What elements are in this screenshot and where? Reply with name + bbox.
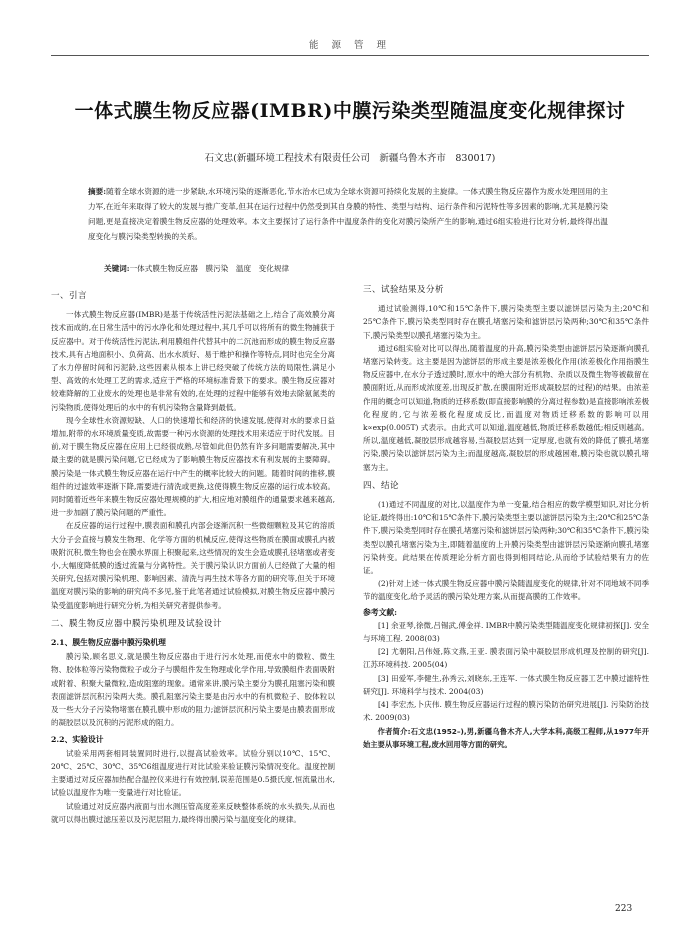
section-heading-mechanism: 二、膜生物反应器中膜污染机理及试验设计 xyxy=(51,618,223,629)
journal-section-header: 能 源 管 理 xyxy=(308,40,392,51)
abstract-text: 随着全球水资源的进一步紧缺,水环境污染的逐渐恶化,节水治水已成为全球水资源可持续化发展的主旋律。一体式膜生物反应器作为废水处理回用的主力军,在近年来取得了较大的发展与推广变革,但其在运行过程中仍然受到其自身膜的特性、类型与结构、运行条件和污泥特性等多因素的影响,尤其是膜污染问题,更是直接决定着膜生物反应器的处理效率。本文主要探讨了运行条件中温度条件的变化对膜污染所产生的影响,通过6组实验进行比对分析,最终得出温度变化与膜污染类型转换的关系。 xyxy=(88,187,608,241)
keywords xyxy=(104,262,604,276)
header-rule xyxy=(51,55,649,56)
keywords-text: 一体式膜生物反应器 膜污染 温度 变化规律 xyxy=(129,264,290,273)
abstract-label: 摘要: xyxy=(88,187,107,196)
subsection-heading-2-2: 2.2、实验设计 xyxy=(51,734,104,744)
references-heading: 参考文献: xyxy=(363,607,398,617)
section-heading-conclusion: 四、结论 xyxy=(363,480,400,491)
section-heading-results: 三、试验结果及分析 xyxy=(363,285,445,295)
author-bio: 作者简介:石文忠(1952–),男,新疆乌鲁木齐人,大学本科,高级工程师,从1977年开始主要从事环境工程,废水回用等方面的研究。 xyxy=(363,726,649,749)
conclusion-paragraph-2: (2)针对上述一体式膜生物反应器中膜污染随温度变化的规律,针对不同地域不同季节的温度变化,给予灵活的膜污染处理方案,从而提高膜的工作效率。 xyxy=(363,579,649,602)
abstract xyxy=(88,184,608,244)
page-number: 223 xyxy=(615,904,633,914)
mechanism-paragraph: 膜污染,顾名思义,就是膜生物反应器由于进行污水处理,而使水中的微粒、微生物、胶体粒等污染物微粒子或分子与膜组件发生物理或化学作用,导致膜组件表面吸附或附着、积聚大量微粒,造成阻塞的现象。通常来讲,膜污染主要分为膜孔阻塞污染和膜表面滤饼层沉积污染两大类。膜孔阻塞污染主要是由污水中的有机微粒子、胶体粒以及一些大分子污染物堵塞在膜孔膜中形成的阻力;滤饼层沉积污染主要是由膜表面形成的凝胶层以及沉积的污泥形成的阻力。 xyxy=(51,652,335,728)
intro-paragraph-2: 现今全球性水资源短缺、人口的快速增长和经济的快速发展,使得对水的要求日益增加,附带的水环境质量变质,故需要一种污水资源的处理技术用来适应于时代发展。目前,对于膜生物反应器在应用上已经很成熟,尽管如此但仍然有许多问题需要解决,其中最主要的就是膜污染问题,它已经成为了影响膜生物反应器技术有利发展的主要障碍。膜污染是一体式膜生物反应器在运行中产生的概率比较大的问题。随着时间的推移,膜组件的过滤效率逐渐下降,需要进行清洗或更换,这使得膜生物反应器的运行成本较高。同时随着近些年来膜生物反应器处理规模的扩大,相应地对膜组件的通量要求越来越高,进一步加剧了膜污染问题的严重性。 xyxy=(51,415,335,518)
reference-item: [4] 李宏杰,卜庆伟. 膜生物反应器运行过程的膜污染防治研究进展[J]. 污染防治技术. 2009(03) xyxy=(363,700,649,723)
intro-paragraph-3: 在反应器的运行过程中,膜表面和膜孔内部会逐渐沉积一些微细颗粒及其它的溶质大分子会直接与膜发生物理、化学等方面的机械反应,使得这些物质在膜面或膜孔内被吸附沉积,微生物也会在膜水界面上积聚起来,这些情况的发生会造成膜孔径堵塞或者变小,大幅度降低膜的透过流量与分离特性。关于膜污染认识方面前人已经做了大量的相关研究,包括对膜污染机理、影响因素、清洗与再生技术等各方面的研究等,但关于环境温度对膜污染的影响的研究尚不多见,鉴于此笔者通过试验模拟,对膜生物反应器中膜污染受温度影响进行研究分析,为相关研究者提供参考。 xyxy=(51,521,335,610)
results-paragraph-1: 通过试验测得,10℃和15℃条件下,膜污染类型主要以滤饼层污染为主;20℃和25℃条件下,膜污染类型同时存在膜孔堵塞污染和滤饼层污染两种;30℃和35℃条件下,膜污染类型以膜孔堵塞污染为主。 xyxy=(363,304,649,340)
keywords-label: 关键词: xyxy=(104,264,130,273)
intro-paragraph-1: 一体式膜生物反应器(IMBR)是基于传统活性污泥法基础之上,结合了高效膜分离技术而成的,在日常生活中的污水净化和处理过程中,其几乎可以将所有的微生物捕获于反应器中。对于传统活性污泥法,利用膜组件代替其中的二沉池而形成的膜生物反应器技术,具有占地面积小、负荷高、出水水质好、易于维护和操作等特点,同时也完全分离了水力停留时间和污泥龄,这些因素从根本上讲已经突破了传统方法的局限性,满足小型、高效的水处理工艺的需求,适应于严格的环境标准背景下的要求。膜生物反应器对较难降解的工业废水的处理也是非常有效的,在处理的过程中能够有效地去除氨氮类的污染物质,使得处理后的水中的有机污染物含量降到最低。 xyxy=(51,310,335,412)
left-column xyxy=(51,284,335,826)
paper-title: 一体式膜生物反应器(IMBR)中膜污染类型随温度变化规律探讨 xyxy=(74,100,626,122)
reference-item: [2] 尤朝阳,吕伟娅,陈文燕,王亚. 膜表面污染中凝胶层形成机理及控制的研究[J]. 江苏环境科技. 2005(04) xyxy=(363,647,649,670)
reference-item: [1] 余亚琴,徐微,吕锡武,傅金祥. IMBR中膜污染类型随温度变化规律初探[J]. 安全与环境工程. 2008(03) xyxy=(363,620,649,644)
results-paragraph-2: 通过6组实验对比可以得出,随着温度的升高,膜污染类型由滤饼层污染逐渐向膜孔堵塞污染转变。这主要是因为滤饼层的形成主要是浓差极化作用(浓差极化作用指膜生物反应器中,在水分子透过膜时,原水中的绝大部分有机物、杂质以及微生物等被截留在膜面附近,从而形成浓度差,出现反扩散,在膜面附近形成凝胶层的过程)的结果。由浓差作用的概念可以知道,物质的迁移系数(即直接影响膜的分离过程参数)是直接影响浓差极化程度的,它与浓差极化程度成反比,而温度对物质迁移系数的影响可以用 k∝exp(0.005T) 式表示。由此式可以知道,温度越低,物质迁移系数越低;相反则越高。所以,温度越低,凝胶层形成越容易,当凝胶层达到一定厚度,也就有效的降低了膜孔堵塞污染,膜污染以滤饼层污染为主;而温度越高,凝胶层的形成越困难,膜污染也就以膜孔堵塞为主。 xyxy=(363,343,649,472)
section-heading-introduction: 一、引言 xyxy=(51,291,88,301)
conclusion-paragraph-1: (1)通过不同温度的对比,以温度作为单一变量,结合相应的数学模型知识,对比分析论证,最终得出:10℃和15℃条件下,膜污染类型主要以滤饼层污染为主;20℃和25℃条件下,膜污染类型同时存在膜孔堵塞污染和滤饼层污染两种;30℃和35℃条件下,膜污染类型以膜孔堵塞污染为主,即随着温度的上升膜污染类型由滤饼层污染逐渐向膜孔堵塞污染转变。此结果在传质理论分析方面也得到相同结论,从而给予试验结果有力的佐证。 xyxy=(363,500,649,576)
subsection-heading-2-1: 2.1、膜生物反应器中膜污染机理 xyxy=(51,638,166,648)
reference-item: [3] 田爱军,李健生,孙秀云,刘晓东,王连军. 一体式膜生物反应器工艺中膜过滤特性研究[J]. 环境科学与技术. 2004(03) xyxy=(363,673,649,696)
paper-authors: 石文忠(新疆环境工程技术有限责任公司 新疆乌鲁木齐市 830017) xyxy=(204,153,496,164)
right-column xyxy=(363,278,649,751)
design-paragraph-1: 试验采用两套相同装置同时进行,以提高试验效率。试验分别以10℃、15℃、20℃、25℃、30℃、35℃6组温度进行对比试验来验证膜污染情况变化。温度控制主要通过对反应器加热配合温控仪来进行有效控制,误差范围是0.5摄氏度,恒流量出水,试验以温度作为唯一变量进行对比验证。 xyxy=(51,748,335,798)
design-paragraph-2: 试验通过对反应器内液面与出水测压管高度差来反映整体系统的水头损失,从而也就可以得出膜过滤压差以及污泥层阻力,最终得出膜污染与温度变化的规律。 xyxy=(51,801,335,824)
